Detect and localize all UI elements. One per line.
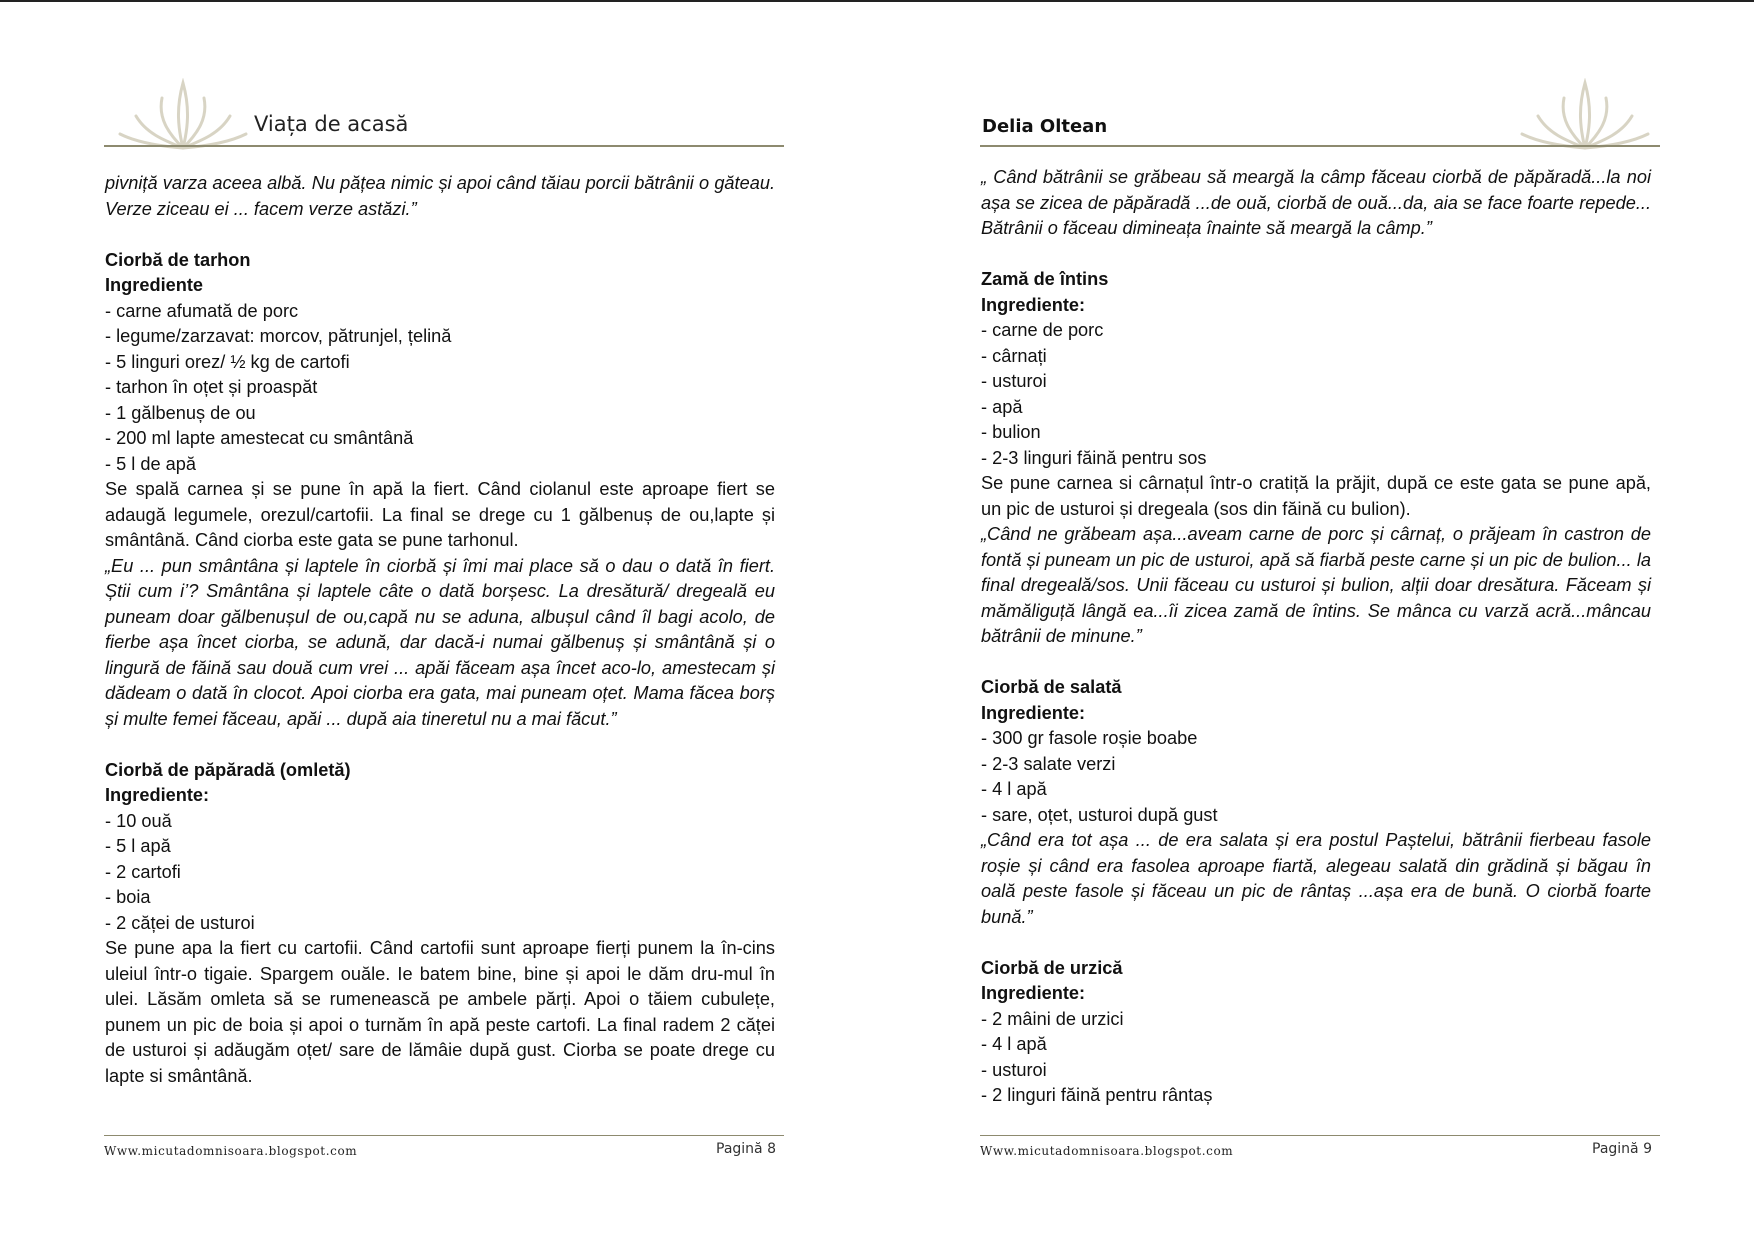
ingredients-label: Ingrediente xyxy=(105,275,204,295)
page-right xyxy=(980,0,1660,1240)
quote-text: „ Când bătrânii se grăbeau să meargă la câmp făceau ciorbă de păpăradă...la noi așa se zicea de păpăradă ...de ouă, ciorbă de ouă...da, aia se face foarte repede... Bătrânii o făceau dimineața înainte să meargă la câmp.” xyxy=(981,167,1651,238)
ingredient-item: - 4 l apă xyxy=(981,1034,1047,1054)
recipe-title: Ciorbă de urzică xyxy=(981,957,1123,978)
ingredient-item: - 2-3 linguri făină pentru sos xyxy=(981,447,1207,468)
quote-text: „Eu ... pun smântâna și laptele în ciorbă și îmi mai place să o dau o dată în fiert. Știi cum i’? Smântâna și laptele câte o dată borșesc. La dresătură/ dregeală eu puneam doar gălbenușul de ou,capă nu se aduna, albușul când îl bagi acolo, de fierbe așa încet ciorba, se adună, dar dacă-i numai gălbenuș și smântână și o lingură de făină sau două cum vrei ... apăi făceam așa încet aco-lo, amestecam și dădeam o dată în clocot. Apoi ciorba era gata, mai puneam oțet. Mama făcea borș și multe femei făceau, apăi ... după aia tineretul nu a mai făcut.” xyxy=(105,555,775,729)
ingredient-item: - bulion xyxy=(981,422,1041,442)
header-title: Viața de acasă xyxy=(254,112,409,136)
page-header xyxy=(104,108,784,150)
footer-rule xyxy=(980,1135,1660,1136)
ingredient-item: - 2 mâini de urzici xyxy=(981,1008,1124,1029)
ingredient-item: - sare, oțet, usturoi după gust xyxy=(981,804,1218,825)
header-rule xyxy=(104,145,784,147)
footer-url: Www.micutadomnisoara.blogspot.com xyxy=(104,1144,358,1158)
method-text: Se spală carnea și se pune în apă la fiert. Când ciolanul este aproape fiert se adaugă legumele, orezul/cartofii. La final se drege cu 1 gălbenuș de ou,lapte și smântână. Când ciorba este gata se pune tarhonul. xyxy=(105,479,775,550)
ingredient-item: - 300 gr fasole roșie boabe xyxy=(981,728,1198,748)
ingredient-item: - usturoi xyxy=(981,371,1047,391)
ingredient-item: - 5 l apă xyxy=(105,836,171,856)
ingredients-label: Ingrediente: xyxy=(981,294,1086,315)
header-rule xyxy=(980,145,1660,147)
quote-text: „Când era tot așa ... de era salata și era postul Paștelui, bătrânii fierbeau fasole roșie și când era fasolea aproape fiartă, alegeau salată din grădină și băgau în oală peste fasole și făceau un pic de rântaș ...așa era de bună. O ciorbă foarte bună.” xyxy=(981,830,1651,927)
ingredient-item: - 5 linguri orez/ ½ kg de cartofi xyxy=(105,351,350,372)
page-content xyxy=(105,171,775,1089)
page-left xyxy=(104,0,784,1240)
recipe-title: Ciorbă de păpăradă (omletă) xyxy=(105,759,351,780)
ingredient-item: - 4 l apă xyxy=(981,779,1047,799)
ingredient-item: - carne afumată de porc xyxy=(105,300,299,321)
recipe-title: Ciorbă de tarhon xyxy=(105,249,251,270)
ingredient-item: - tarhon în oțet și proaspăt xyxy=(105,377,318,397)
ingredient-item: - 2 cartofi xyxy=(105,861,181,882)
method-text: Se pune apa la fiert cu cartofii. Când cartofii sunt aproape fierți punem la în-cins uleiul într-o tigaie. Spargem ouăle. Ie batem bine, bine și apoi le dăm dru-mul în ulei. Lăsăm omleta să se rumenească pe ambele părți. Apoi o tăiem cubulețe, punem un pic de boia și apoi o turnăm în apă peste cartofi. La final radem 2 căței de usturoi și adăugăm oțet/ sare de lămâie după gust. Ciorba se poate drege cu lapte si smântână. xyxy=(105,938,775,1086)
recipe-title: Zamă de întins xyxy=(981,269,1109,289)
ingredient-item: - 2 linguri făină pentru rântaș xyxy=(981,1085,1213,1105)
ingredient-item: - 200 ml lapte amestecat cu smântână xyxy=(105,428,414,448)
ingredient-item: - cârnați xyxy=(981,345,1047,366)
ingredient-item: - usturoi xyxy=(981,1059,1047,1080)
method-text: Se pune carnea si cârnațul într-o cratiță la prăjit, după ce este gata se pune apă, un pic de usturoi și dregeala (sos din făină cu bulion). xyxy=(981,473,1651,519)
page-content xyxy=(981,165,1651,1109)
page-number: Pagină 8 xyxy=(716,1141,776,1157)
ingredients-label: Ingrediente: xyxy=(981,702,1086,723)
quote-text: „Când ne grăbeam așa...aveam carne de porc și cârnaț, o prăjeam în castron de fontă și puneam un pic de usturoi, apă să fiarbă peste carne și un pic de bulion... la final dregeală/sos. Unii făceau cu usturoi și bulion, alții doar dresătura. Făceam și mămăliguță lângă ea...îi zicea zamă de întins. Se mânca cu varză acră...mâncau bătrânii de minune.” xyxy=(981,524,1651,646)
ingredient-item: - carne de porc xyxy=(981,320,1104,340)
ingredient-item: - 5 l de apă xyxy=(105,453,196,474)
ingredients-label: Ingrediente: xyxy=(981,983,1086,1003)
page-number: Pagină 9 xyxy=(1592,1141,1652,1157)
ingredient-item: - 2 căței de usturoi xyxy=(105,912,255,933)
recipe-title: Ciorbă de salată xyxy=(981,677,1122,697)
ingredient-item: - 2-3 salate verzi xyxy=(981,753,1116,774)
ingredient-item: - legume/zarzavat: morcov, pătrunjel, țelină xyxy=(105,326,452,346)
ingredient-item: - 1 gălbenuș de ou xyxy=(105,402,256,423)
header-title: Delia Oltean xyxy=(982,116,1108,137)
ingredients-label: Ingrediente: xyxy=(105,785,210,805)
ingredient-item: - boia xyxy=(105,887,151,907)
ingredient-item: - apă xyxy=(981,396,1023,417)
ingredient-item: - 10 ouă xyxy=(105,810,172,831)
quote-text: pivniță varza aceea albă. Nu pățea nimic și apoi când tăiau porcii bătrânii o găteau. Verze ziceau ei ... facem verze astăzi.” xyxy=(105,173,775,219)
footer-url: Www.micutadomnisoara.blogspot.com xyxy=(980,1144,1234,1158)
footer-rule xyxy=(104,1135,784,1136)
page-header xyxy=(980,108,1660,150)
